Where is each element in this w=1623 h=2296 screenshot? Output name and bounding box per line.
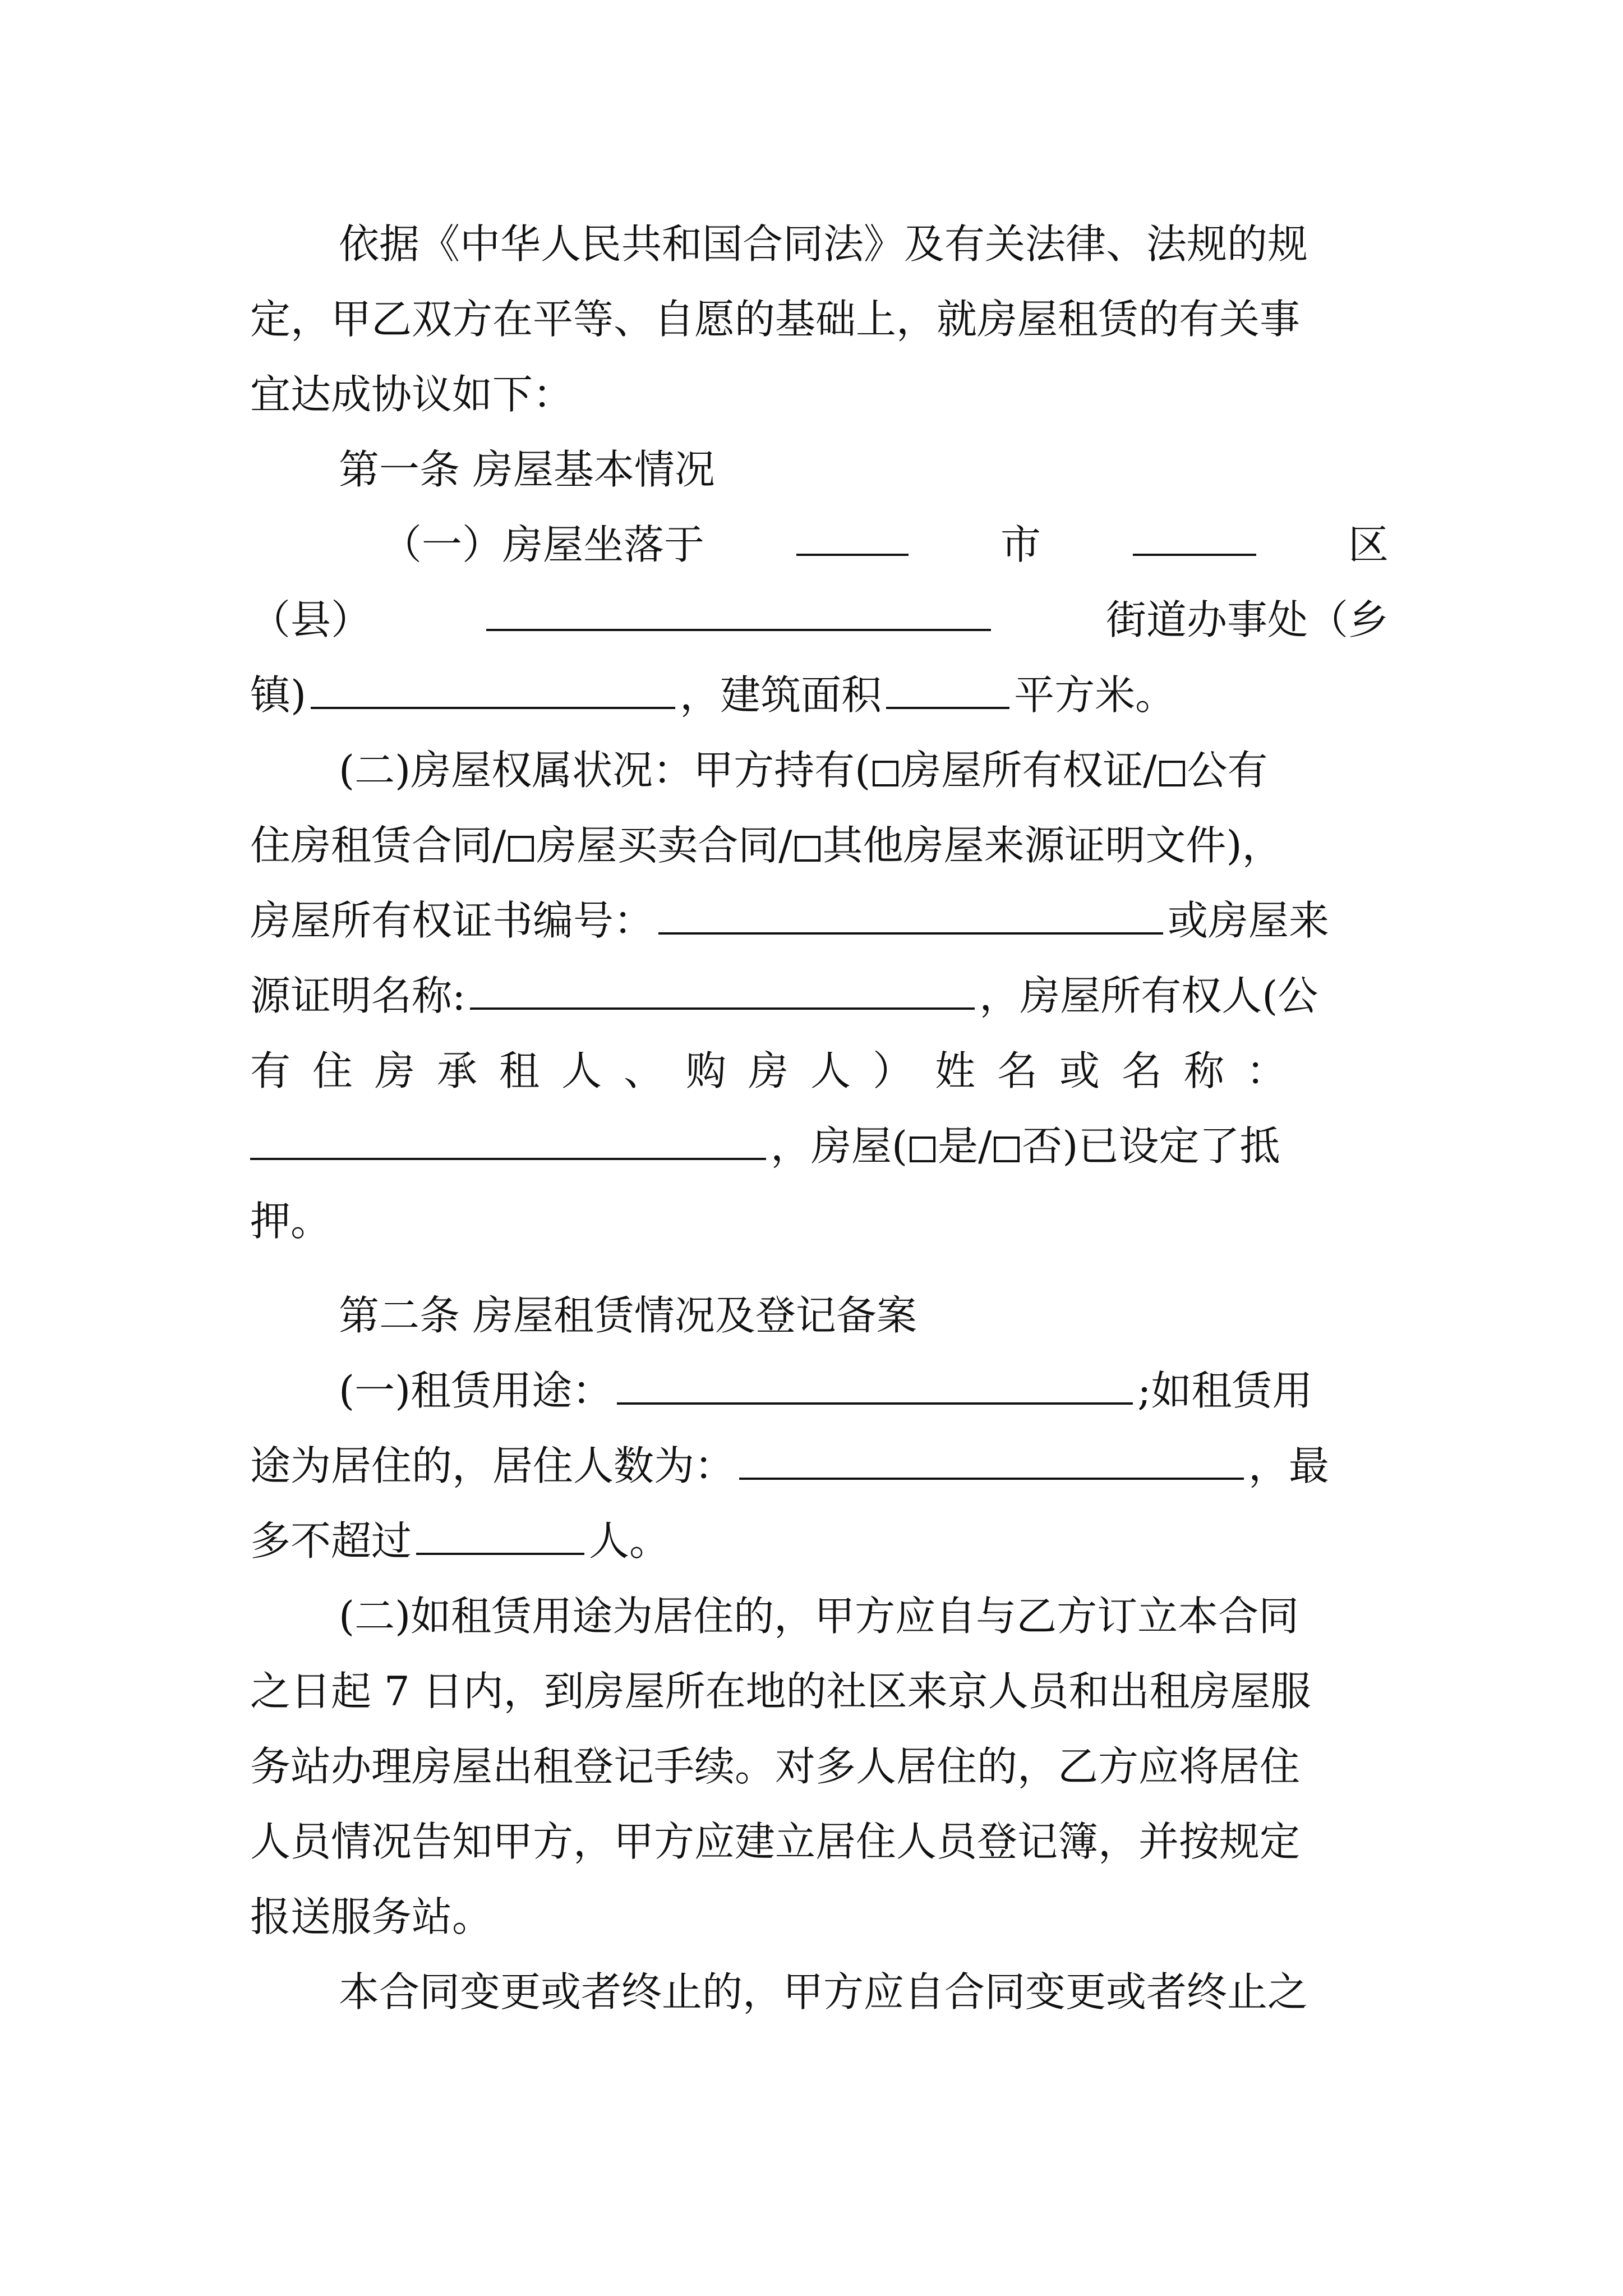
blank-cert-number[interactable] (658, 895, 1163, 935)
text-segment: ;如租赁用 (1137, 1367, 1313, 1414)
blank-town[interactable] (311, 670, 675, 709)
text-segment: 公有 (1187, 747, 1268, 794)
text-segment: 源证明名称: (250, 972, 466, 1019)
text-segment: ，房屋( (771, 1122, 908, 1170)
text-segment: 街道办事处（乡 (1105, 596, 1389, 643)
text-segment: ，最 (1248, 1442, 1330, 1489)
article-2-p1-line-3 (250, 1513, 1389, 1569)
intro-line-3: 宜达成协议如下： (250, 371, 574, 418)
article-1-p2-line-4 (250, 968, 1389, 1024)
text-segment: （县） (250, 596, 372, 643)
article-1-p2-line-1 (339, 742, 1477, 798)
text-segment: 多不超过 (250, 1517, 412, 1565)
article-1-p2-line-7: 押。 (250, 1198, 331, 1245)
text-segment: 其他房屋来源证明文件)， (822, 822, 1283, 869)
text-segment: 房屋买卖合同/ (536, 822, 792, 869)
text-segment: 房屋所有权证/ (901, 747, 1157, 794)
article-1-p1-line-2 (250, 592, 1389, 648)
article-1-p2-line-2 (250, 817, 1389, 873)
checkbox-mortgage-no[interactable] (994, 1137, 1020, 1162)
article-2-p2-line-3: 务站办理房屋出租登记手续。对多人居住的，乙方应将居住 (250, 1743, 1301, 1790)
checkbox-mortgage-yes[interactable] (910, 1137, 935, 1162)
article-1-p2-line-6 (250, 1118, 1389, 1174)
article-1-p1-line-1 (381, 517, 1389, 573)
text-segment: 房屋所有权证书编号： (250, 897, 654, 944)
article-1-p1-line-3 (250, 667, 1389, 723)
blank-floor-area[interactable] (886, 670, 1009, 709)
article-2-p1-line-1 (339, 1363, 1477, 1419)
article-1-p2-line-5: 有住房承租人、购房人）姓名或名称： (250, 1047, 1309, 1094)
blank-district[interactable] (1133, 517, 1256, 556)
article-2-p2-line-2: 之日起 7 日内，到房屋所在地的社区来京人员和出租房屋服 (250, 1668, 1311, 1715)
article-2-p1-line-2 (250, 1438, 1389, 1494)
blank-lease-purpose[interactable] (617, 1365, 1133, 1405)
text-segment: 是/ (938, 1122, 992, 1170)
text-segment: 市 (1000, 521, 1041, 568)
text-segment: ，房屋所有权人(公 (979, 972, 1318, 1019)
article-2-p3-line-1: 本合同变更或者终止的，甲方应自合同变更或者终止之 (339, 1968, 1308, 2016)
article-2-p2-line-5: 报送服务站。 (250, 1893, 493, 1940)
text-segment: 否)已设定了抵 (1022, 1122, 1280, 1170)
blank-street[interactable] (486, 592, 991, 631)
checkbox-ownership-cert[interactable] (873, 761, 898, 786)
text-segment: ，建筑面积 (680, 671, 882, 719)
text-segment: 镇) (250, 671, 307, 719)
article-2-title: 第二条 房屋租赁情况及登记备案 (339, 1292, 917, 1339)
text-segment: 途为居住的，居住人数为： (250, 1442, 735, 1489)
article-2-p2-line-1: (二)如租赁用途为居住的，甲方应自与乙方订立本合同 (339, 1593, 1299, 1640)
text-segment: 平方米。 (1014, 671, 1176, 719)
checkbox-public-housing[interactable] (1159, 761, 1185, 786)
intro-line-2: 定，甲乙双方在平等、自愿的基础上，就房屋租赁的有关事 (250, 296, 1301, 343)
text-segment: (一)租赁用途： (339, 1367, 613, 1414)
checkbox-purchase-contract[interactable] (508, 836, 534, 862)
text-segment: 人。 (589, 1517, 670, 1565)
text-segment: 或房屋来 (1168, 897, 1330, 944)
blank-max-occupants[interactable] (416, 1516, 584, 1555)
blank-city[interactable] (796, 517, 909, 556)
text-segment: （一）房屋坐落于 (381, 521, 705, 568)
checkbox-other-source[interactable] (795, 836, 820, 862)
text-segment: (二)房屋权属状况：甲方持有( (339, 747, 871, 794)
blank-occupants[interactable] (739, 1441, 1244, 1480)
text-segment: 区 (1348, 521, 1389, 568)
blank-source-name[interactable] (470, 970, 975, 1010)
intro-line-1: 依据《中华人民共和国合同法》及有关法律、法规的规 (339, 220, 1308, 268)
article-2-p2-line-4: 人员情况告知甲方，甲方应建立居住人员登记簿，并按规定 (250, 1818, 1301, 1865)
blank-owner-name[interactable] (250, 1121, 766, 1160)
article-1-p2-line-3 (250, 892, 1389, 949)
article-1-title: 第一条 房屋基本情况 (339, 446, 715, 493)
text-segment: 住房租赁合同/ (250, 822, 506, 869)
